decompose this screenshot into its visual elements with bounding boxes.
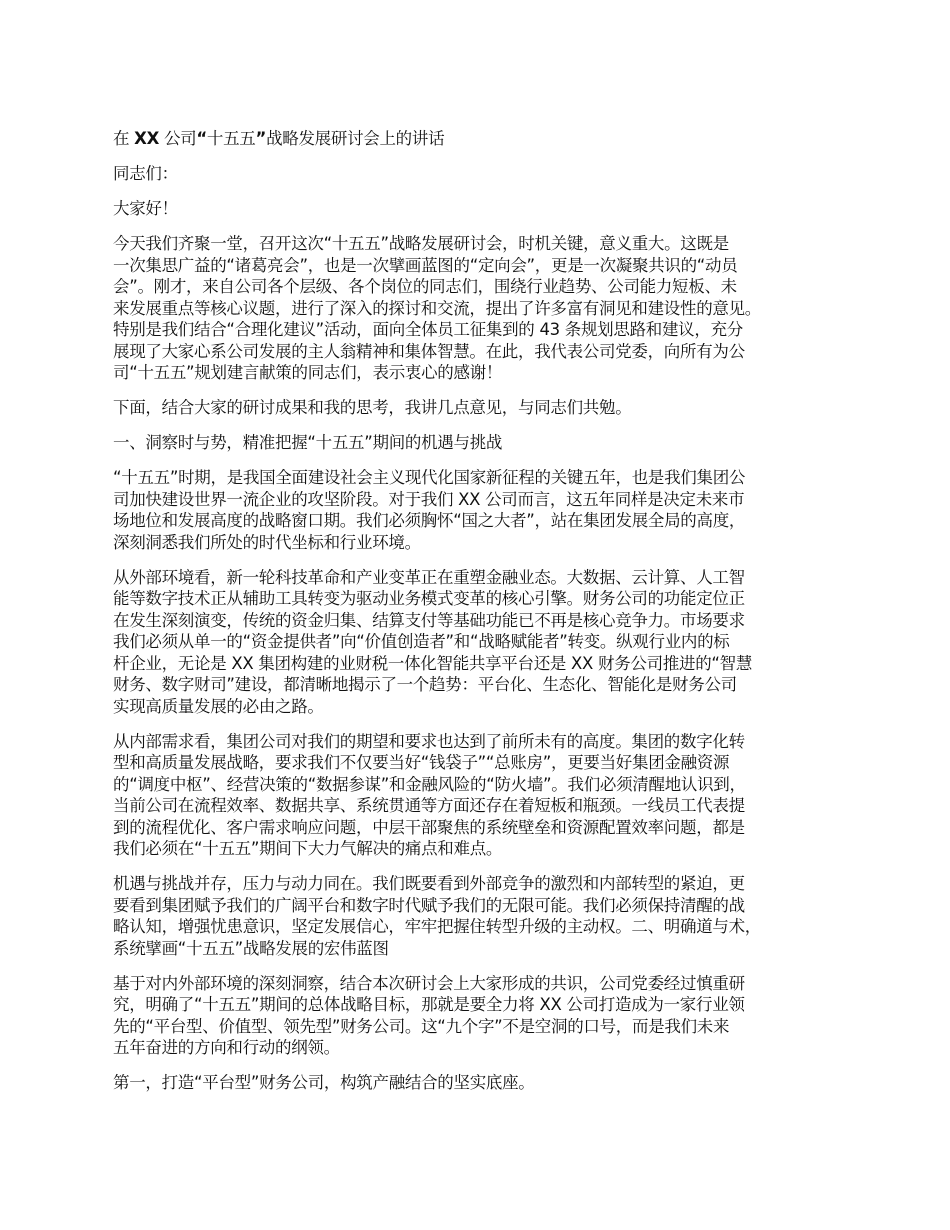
text-line: 从内部需求看，集团公司对我们的期望和要求也达到了前所未有的高度。集团的数字化转 bbox=[113, 731, 745, 751]
body-paragraph bbox=[113, 467, 873, 553]
text-line: 展现了大家心系公司发展的主人翁精神和集体智慧。在此，我代表公司党委，向所有为公 bbox=[113, 341, 745, 361]
text-line: 五年奋进的方向和行动的纲领。 bbox=[113, 1038, 340, 1057]
text-line: 深刻洞悉我们所处的时代坐标和行业环境。 bbox=[113, 532, 421, 552]
text-line: 我们必须在“十五五”期间下大力气解决的痛点和难点。 bbox=[113, 839, 503, 858]
text-line: 能等数字技术正从辅助工具转变为驱动业务模式变革的核心引擎。财务公司的功能定位正 bbox=[113, 589, 745, 608]
text-line: 先的“平台型、价值型、领先型”财务公司。这“九个字”不是空洞的口号，而是我们未来 bbox=[113, 1016, 730, 1036]
text-line: 第一，打造“平台型”财务公司，构筑产融结合的坚实底座。 bbox=[113, 1073, 535, 1092]
text-line: 实现高质量发展的必由之路。 bbox=[113, 696, 324, 716]
text-line: 究，明确了“十五五”期间的总体战略目标，那就是要全力将 XX 公司打造成为一家行业领 bbox=[113, 995, 745, 1014]
salutation bbox=[113, 163, 873, 185]
text-line: 今天我们齐聚一堂，召开这次“十五五”战略发展研讨会，时机关键，意义重大。这既是 bbox=[113, 234, 729, 253]
opening-paragraph bbox=[113, 233, 873, 384]
text-line: 大家好！ bbox=[113, 199, 178, 218]
document-title bbox=[113, 128, 873, 150]
text-line: 系统擘画“十五五”战略发展的宏伟蓝图 bbox=[113, 938, 389, 958]
text-line: 杆企业，无论是 XX 集团构建的业财税一体化智能共享平台还是 XX 财务公司推进的“智慧 bbox=[113, 653, 753, 673]
body-paragraph bbox=[113, 1072, 873, 1094]
body-paragraph bbox=[113, 873, 873, 959]
text-line: 略认知，增强忧患意识，坚定发展信心，牢牢把握住转型升级的主动权。二、明确道与术， bbox=[113, 917, 762, 936]
text-line: 特别是我们结合“合理化建议”活动，面向全体员工征集到的 43 条规划思路和建议，充分 bbox=[113, 320, 743, 339]
text-line: 财务、数字财司”建设，都清晰地揭示了一个趋势：平台化、生态化、智能化是财务公司 bbox=[113, 675, 737, 694]
text-line: 司加快建设世界一流企业的攻坚阶段。对于我们 XX 公司而言，这五年同样是决定未来市 bbox=[113, 489, 745, 509]
body-paragraph bbox=[113, 567, 873, 718]
text-line: 司“十五五”规划建言献策的同志们，表示衷心的感谢！ bbox=[113, 363, 503, 382]
greeting bbox=[113, 198, 873, 220]
body-paragraph bbox=[113, 973, 873, 1059]
text-line: 在发生深刻演变，传统的资金归集、结算支付等基础功能已不再是核心竞争力。市场要求 bbox=[113, 610, 745, 630]
text-line: 到的流程优化、客户需求响应问题，中层干部聚焦的系统壁垒和资源配置效率问题，都是 bbox=[113, 817, 745, 837]
text-line: 我们必须从单一的“资金提供者”向“价值创造者”和“战略赋能者”转变。纵观行业内的标 bbox=[113, 632, 730, 651]
text-line: 下面，结合大家的研讨成果和我的思考，我讲几点意见，与同志们共勉。 bbox=[113, 398, 632, 417]
text-line: 当前公司在流程效率、数据共享、系统贯通等方面还存在着短板和瓶颈。一线员工代表提 bbox=[113, 796, 745, 815]
text-line: 从外部环境看，新一轮科技革命和产业变革正在重塑金融业态。大数据、云计算、人工智 bbox=[113, 567, 745, 587]
text-line: 一次集思广益的“诸葛亮会”，也是一次擘画蓝图的“定向会”，更是一次凝聚共识的“动员 bbox=[113, 255, 738, 275]
text-line: “十五五”时期，是我国全面建设社会主义现代化国家新征程的关键五年，也是我们集团公 bbox=[113, 468, 746, 487]
document-body bbox=[113, 128, 873, 1107]
text-line: 要看到集团赋予我们的广阔平台和数字时代赋予我们的无限可能。我们必须保持清醒的战 bbox=[113, 895, 745, 915]
text-line: 来发展重点等核心议题，进行了深入的探讨和交流，提出了许多富有洞见和建设性的意见。 bbox=[113, 298, 762, 318]
body-paragraph bbox=[113, 731, 873, 860]
text-line: 会”。刚才，来自公司各个层级、各个岗位的同志们，围绕行业趋势、公司能力短板、未 bbox=[113, 277, 737, 296]
text-line: 一、洞察时与势，精准把握“十五五”期间的机遇与挑战 bbox=[113, 433, 503, 452]
text-line: 场地位和发展高度的战略窗口期。我们必须胸怀“国之大者”，站在集团发展全局的高度， bbox=[113, 511, 746, 530]
section-heading-1 bbox=[113, 432, 873, 454]
intro-paragraph bbox=[113, 397, 873, 419]
text-line: 型和高质量发展战略，要求我们不仅要当好“钱袋子”“总账房”，更要当好集团金融资源 bbox=[113, 753, 730, 772]
text-line: 在 XX 公司“十五五”战略发展研讨会上的讲话 bbox=[113, 129, 445, 148]
text-line: 的“调度中枢”、经营决策的“数据参谋”和金融风险的“防火墙”。我们必须清醒地认识到， bbox=[113, 774, 746, 794]
text-line: 机遇与挑战并存，压力与动力同在。我们既要看到外部竞争的激烈和内部转型的紧迫，更 bbox=[113, 874, 745, 893]
text-line: 同志们： bbox=[113, 164, 178, 183]
text-line: 基于对内外部环境的深刻洞察，结合本次研讨会上大家形成的共识，公司党委经过慎重研 bbox=[113, 973, 745, 993]
